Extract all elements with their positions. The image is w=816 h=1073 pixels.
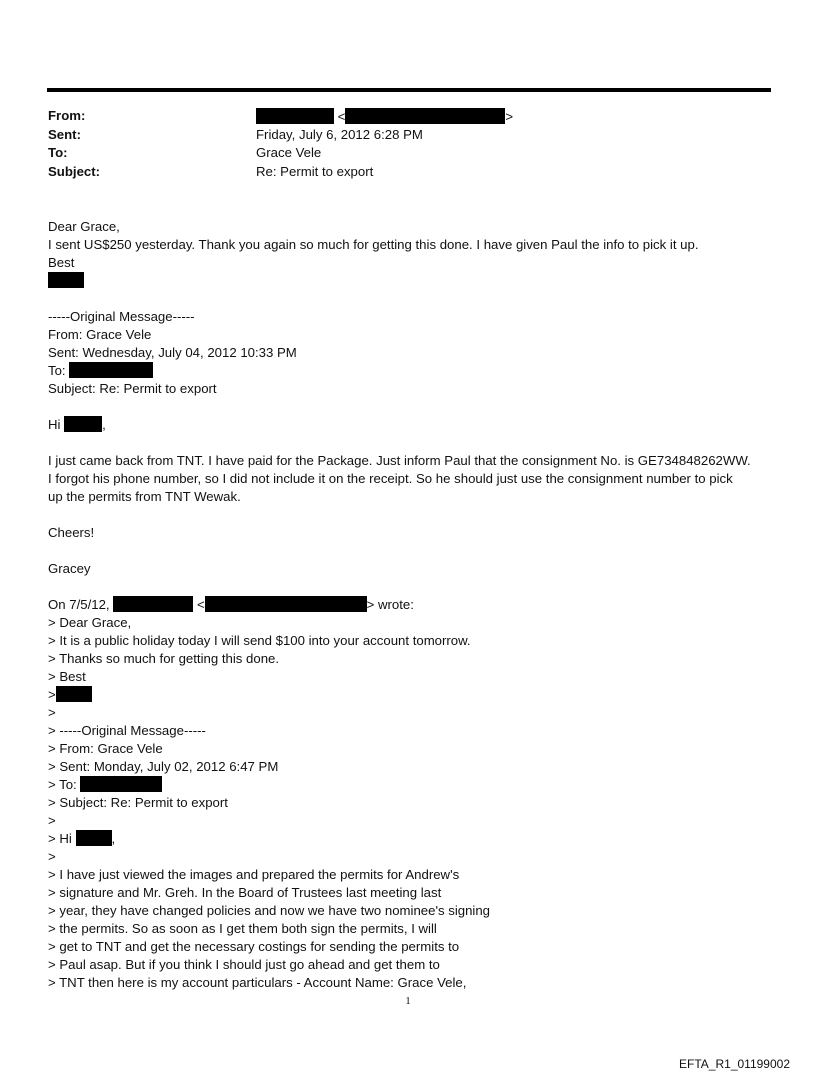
original-to-row [48, 362, 788, 380]
quoted-line: > [48, 813, 56, 828]
header-rule [47, 88, 771, 92]
redacted-quoted-email [205, 596, 367, 612]
reply-greeting: Dear Grace, [48, 219, 120, 234]
quoted-line: > the permits. So as soon as I get them both sign the permits, I will [48, 921, 437, 936]
quoted-line: > Paul asap. But if you think I should just go ahead and get them to [48, 957, 440, 972]
quoted-line: > get to TNT and get the necessary costings for sending the permits to [48, 939, 460, 954]
original-to: To: [48, 363, 66, 378]
quoted-line: > I have just viewed the images and prepared the permits for Andrew's [48, 867, 460, 882]
quoted-line: > signature and Mr. Greh. In the Board of Trustees last meeting last [48, 885, 442, 900]
redacted-sender-email [345, 108, 505, 124]
redacted-quoted-name [76, 830, 112, 846]
quoted-line: > It is a public holiday today I will send $100 into your account tomorrow. [48, 633, 471, 648]
to-label: To: [48, 145, 68, 160]
quoted-line: > TNT then here is my account particulars - Account Name: Grace Vele, [48, 975, 467, 990]
quoted-signature-row: > [48, 686, 788, 704]
quoted-attribution: On 7/5/12, < > wrote: [48, 597, 414, 612]
original-signoff: Gracey [48, 561, 91, 576]
to-value: Grace Vele [256, 145, 322, 160]
original-paragraph-1: I just came back from TNT. I have paid for the Package. Just inform Paul that the consignment No. is GE734848262WW. [48, 453, 751, 468]
original-paragraph-3: up the permits from TNT Wewak. [48, 489, 241, 504]
redacted-quoted-signature [56, 686, 92, 702]
redacted-sender-name [256, 108, 334, 124]
quoted-hi-row: > Hi , [48, 831, 116, 846]
from-label: From: [48, 108, 86, 123]
reply-text: I sent US$250 yesterday. Thank you again so much for getting this done. I have given Paul the info to pick it up. [48, 237, 699, 252]
subject-label: Subject: [48, 163, 101, 179]
quoted-line: > [48, 849, 56, 864]
original-marker: -----Original Message----- [48, 309, 195, 324]
from-lt: < [337, 109, 346, 124]
original-hi: Hi [48, 417, 61, 432]
from-gt: > [505, 109, 514, 124]
original-cheers: Cheers! [48, 525, 95, 540]
redacted-recipient [69, 362, 153, 378]
quoted-line: > -----Original Message----- [48, 723, 206, 738]
document-id: EFTA_R1_01199002 [679, 1057, 790, 1071]
redacted-quoted-sender [113, 596, 193, 612]
quoted-line: > From: Grace Vele [48, 741, 163, 756]
quoted-line: > Sent: Monday, July 02, 2012 6:47 PM [48, 759, 279, 774]
quoted-line: > Subject: Re: Permit to export [48, 795, 228, 810]
original-sent: Sent: Wednesday, July 04, 2012 10:33 PM [48, 345, 297, 360]
quoted-line: > year, they have changed policies and now we have two nominee's signing [48, 903, 491, 918]
reply-closing: Best [48, 255, 75, 270]
quoted-line: > Thanks so much for getting this done. [48, 651, 280, 666]
redacted-signature [48, 272, 84, 288]
redacted-name [64, 416, 102, 432]
original-hi-row: Hi , [48, 417, 106, 432]
original-from: From: Grace Vele [48, 327, 152, 342]
email-body [48, 218, 788, 992]
page-number: 1 [405, 995, 411, 1007]
redacted-quoted-recipient [80, 776, 162, 792]
original-paragraph-2: I forgot his phone number, so I did not include it on the receipt. So he should just use the consignment number to pick [48, 471, 733, 486]
sent-value: Friday, July 6, 2012 6:28 PM [256, 126, 423, 142]
quoted-line: > Best [48, 669, 86, 684]
quoted-to-row: > To: [48, 776, 788, 794]
quoted-line: > [48, 705, 56, 720]
subject-value: Re: Permit to export [256, 163, 374, 179]
original-subject: Subject: Re: Permit to export [48, 381, 217, 396]
sent-label: Sent: [48, 126, 81, 142]
quoted-line: > Dear Grace, [48, 615, 132, 630]
